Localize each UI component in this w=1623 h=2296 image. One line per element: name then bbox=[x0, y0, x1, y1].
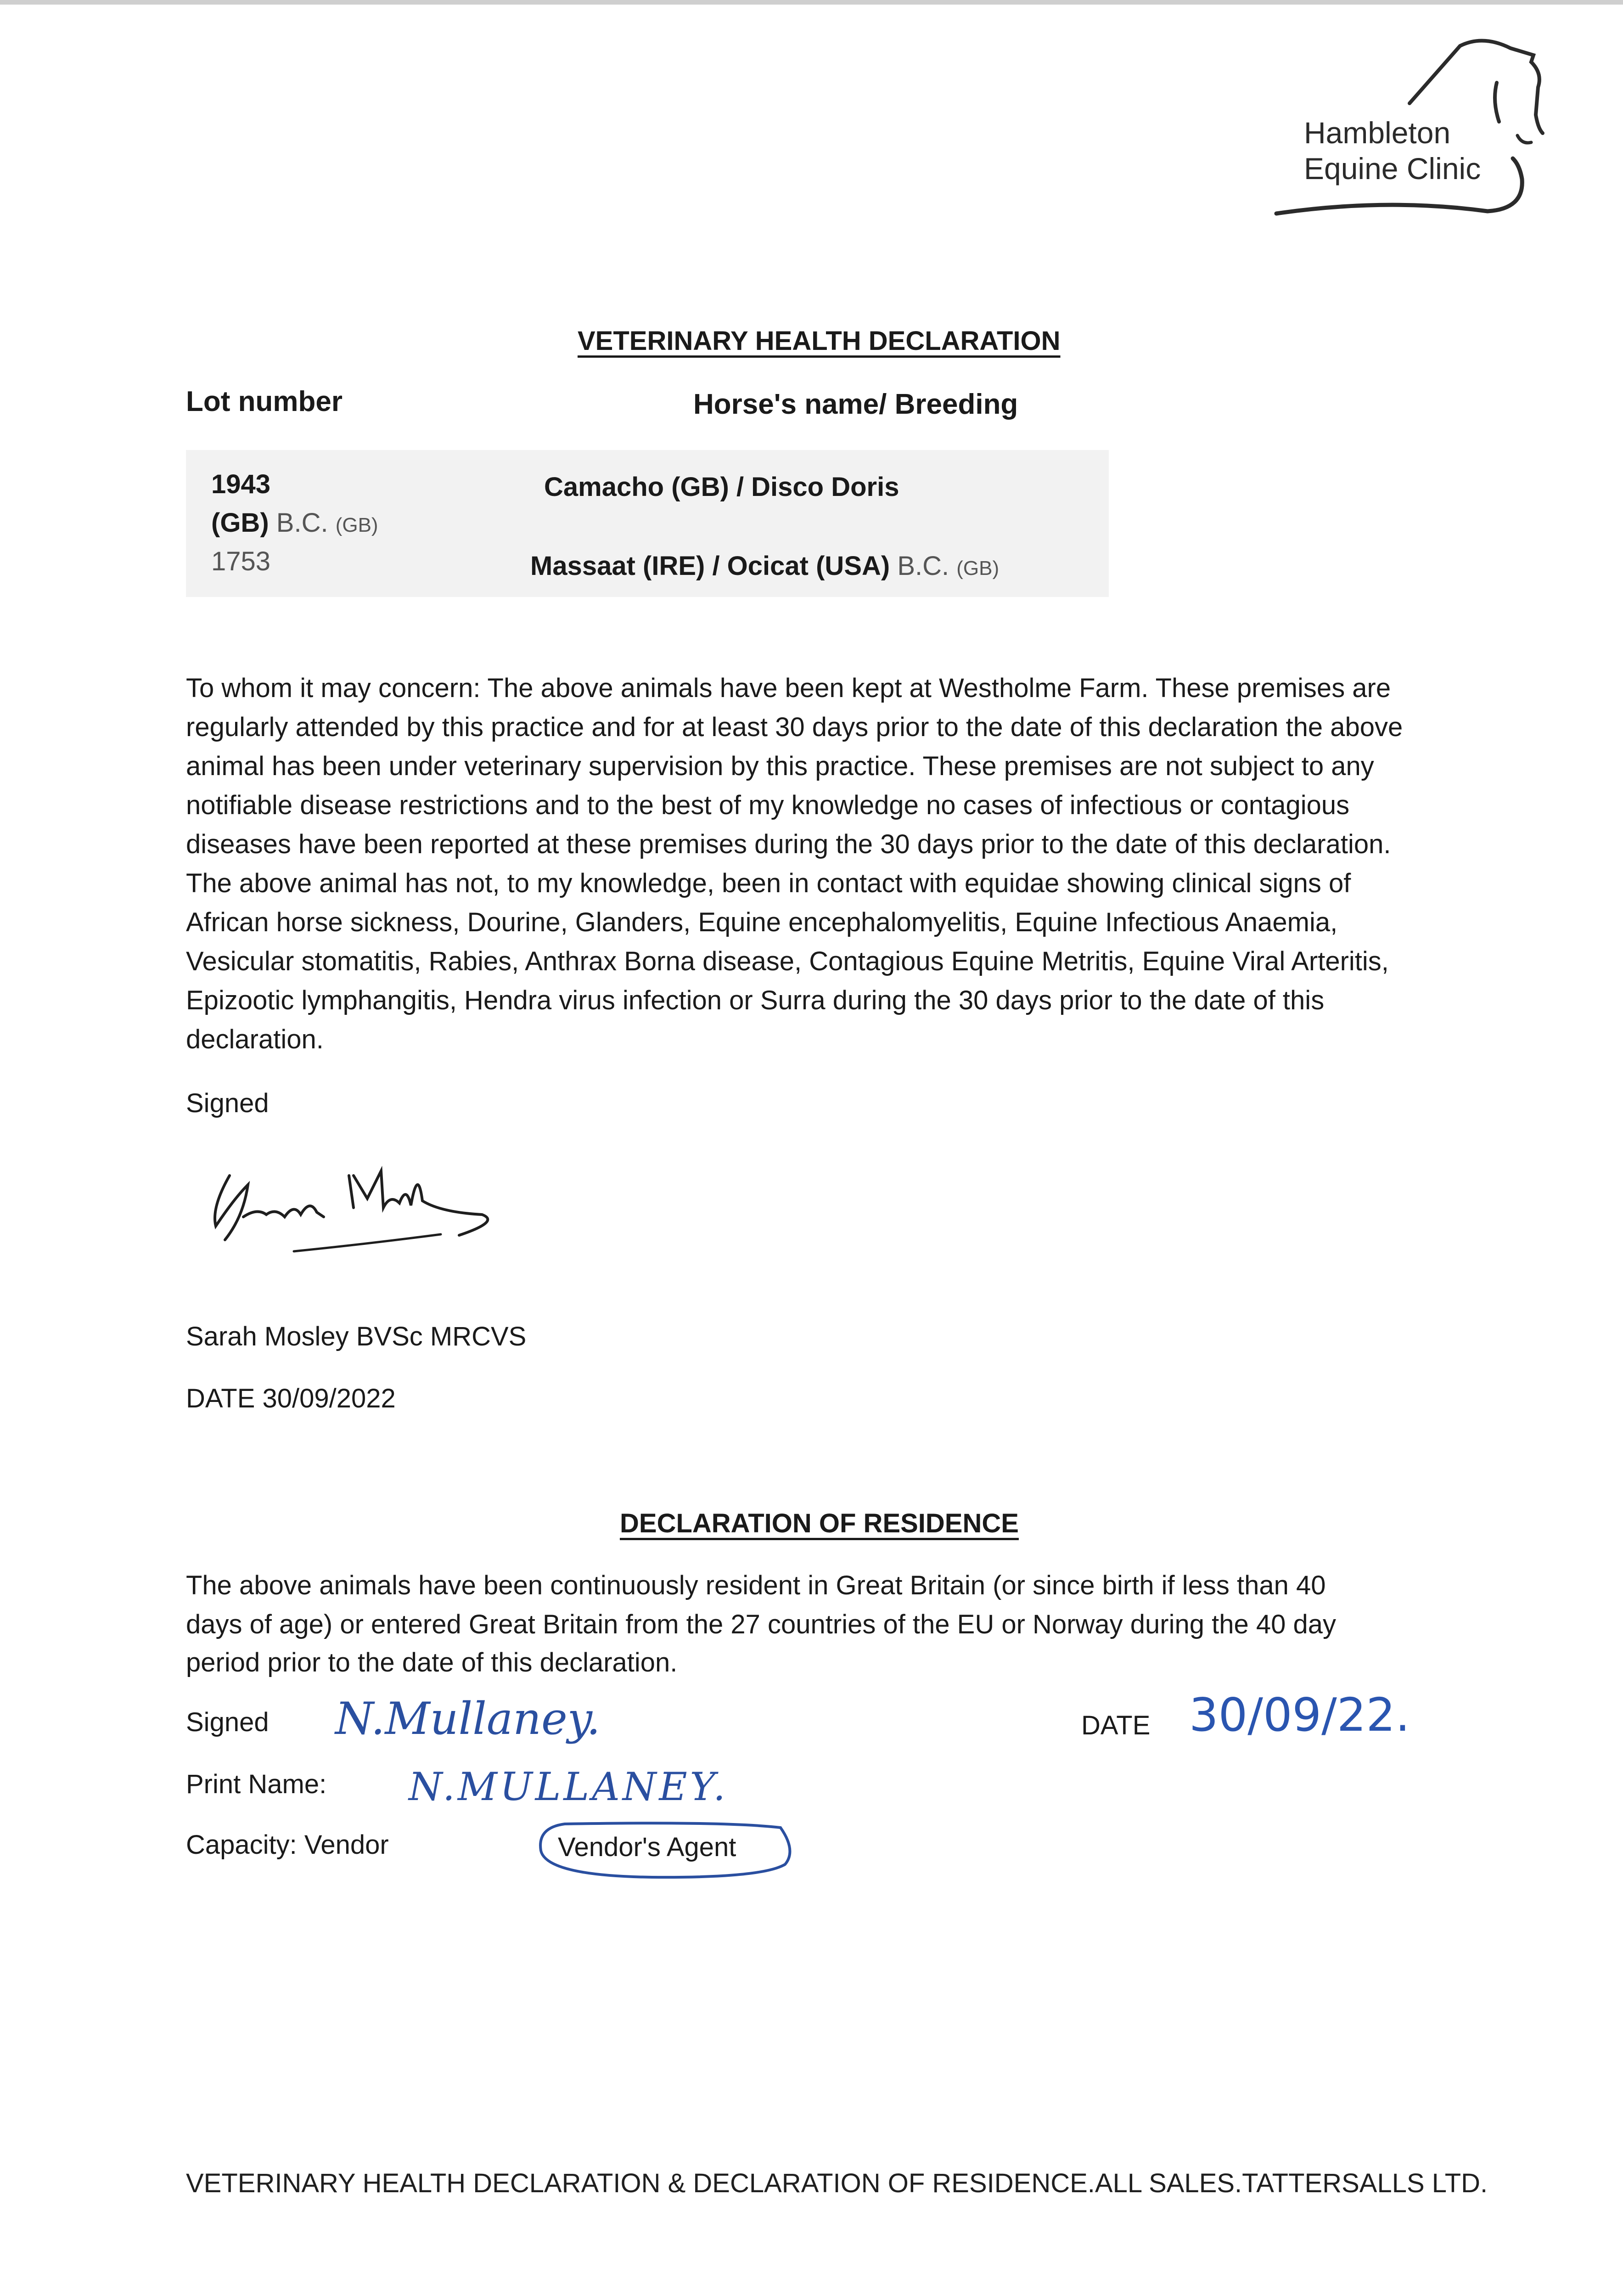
lot-number-header: Lot number bbox=[186, 386, 343, 417]
clinic-name-line1: Hambleton bbox=[1304, 116, 1451, 150]
capacity-label: Capacity: Vendor bbox=[186, 1830, 389, 1860]
residence-signed-label: Signed bbox=[186, 1707, 269, 1737]
clinic-logo bbox=[1267, 28, 1552, 230]
capacity-option-vendors-agent: Vendor's Agent bbox=[558, 1832, 736, 1862]
lot-number-2: 1753 bbox=[211, 546, 271, 576]
residence-date-label: DATE bbox=[1081, 1711, 1151, 1740]
scan-edge bbox=[0, 0, 1623, 5]
page-footer: VETERINARY HEALTH DECLARATION & DECLARATION OF RESIDENCE.ALL SALES.TATTERSALLS LTD. bbox=[186, 2168, 1488, 2198]
health-declaration-title: VETERINARY HEALTH DECLARATION bbox=[578, 326, 1061, 356]
lot-origin-row bbox=[211, 503, 378, 545]
horse-breeding-2-small: (GB) bbox=[956, 557, 1000, 580]
lot-origin-code: (GB) bbox=[211, 508, 269, 538]
residence-declaration-title: DECLARATION OF RESIDENCE bbox=[620, 1508, 1019, 1538]
vet-name: Sarah Mosley BVSc MRCVS bbox=[186, 1322, 527, 1351]
lot-origin-bc: B.C. bbox=[276, 508, 328, 538]
horse-breeding-2-row bbox=[530, 546, 999, 588]
lot-origin-small: (GB) bbox=[335, 514, 378, 536]
vet-date: DATE 30/09/2022 bbox=[186, 1384, 396, 1413]
vet-signature bbox=[202, 1157, 514, 1263]
horse-breeding-1: Camacho (GB) / Disco Doris bbox=[544, 472, 899, 502]
lot-number-1: 1943 bbox=[211, 469, 271, 499]
clinic-name-line2: Equine Clinic bbox=[1304, 152, 1481, 186]
residence-text-line1: The above animals have been continuously resident in Great Britain (or since birth if less than 40 bbox=[186, 1570, 1326, 1600]
horse-name-header: Horse's name/ Breeding bbox=[693, 388, 1018, 420]
horse-breeding-2: Massaat (IRE) / Ocicat (USA) bbox=[530, 551, 890, 581]
residence-text-line2: days of age) or entered Great Britain from the 27 countries of the EU or Norway during the 40 day bbox=[186, 1609, 1336, 1639]
vet-signed-label: Signed bbox=[186, 1088, 269, 1118]
residence-date-value: 30/09/22. bbox=[1189, 1688, 1410, 1742]
residence-signature: N.Mullaney. bbox=[335, 1693, 601, 1745]
print-name-value: N.MULLANEY. bbox=[409, 1764, 728, 1809]
horse-breeding-2-bc: B.C. bbox=[897, 551, 949, 581]
health-declaration-text: To whom it may concern: The above animals have been kept at Westholme Farm. These premises are regularly attended by this practice and for at least 30 days prior to the date of this declaration the above animal has been under veterinary supervision by this practice. These premises are not subject to any notifiable disease restrictions and to the best of my knowledge no cases of infectious or contagious diseases have been reported at these premises during the 30 days prior to the date of this declaration. The above animal has not, to my knowledge, been in contact with equidae showing clinical signs of African horse sickness, Dourine, Glanders, Equine encephalomyelitis, Equine Infectious Anaemia, Vesicular stomatitis, Rabies, Anthrax Borna disease, Contagious Equine Metritis, Equine Viral Arteritis, Epizootic lymphangitis, Hendra virus infection or Surra during the 30 days prior to the date of this declaration. bbox=[186, 673, 1403, 1054]
print-name-label: Print Name: bbox=[186, 1769, 327, 1799]
residence-text-line3: period prior to the date of this declaration. bbox=[186, 1648, 678, 1677]
